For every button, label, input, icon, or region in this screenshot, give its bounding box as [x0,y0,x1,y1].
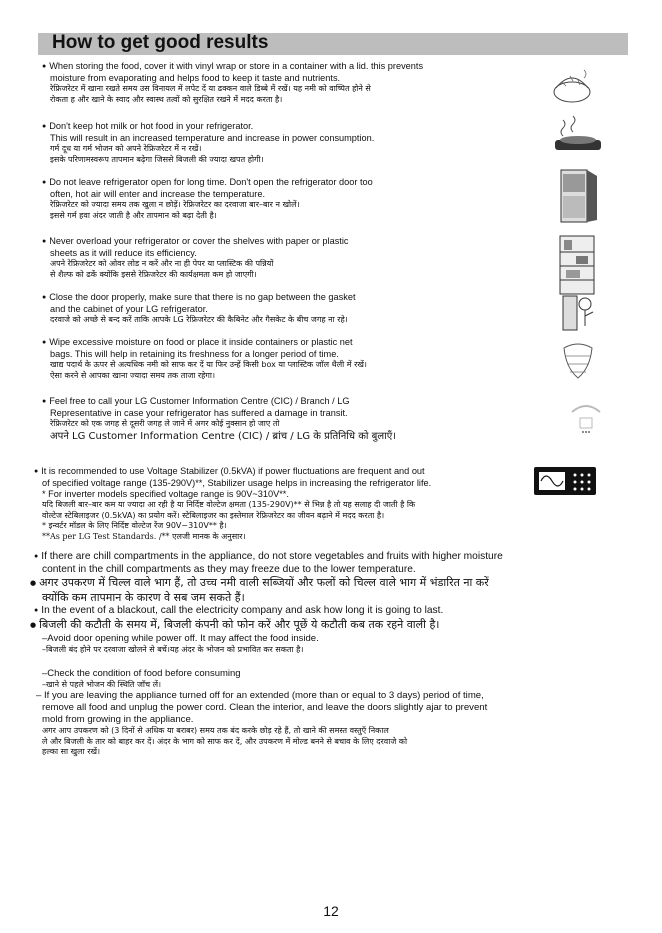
tip-wipe-moisture [38,337,558,381]
tip-hindi: अपने LG Customer Information Centre (CIC) / ब्रांच / LG के प्रतिनिधि को बुलाएँ। [50,430,397,442]
tip-customer-centre [38,396,558,443]
tip-text: ● Do not leave refrigerator open for long time. Don't open the refrigerator door too [38,177,558,189]
covered-food-illustration [548,62,596,108]
tip-text: bags. This will help in retaining its freshness for a longer period of time. [50,349,339,359]
tip-hindi: अपने रेफ्रिजरेटर को ओवर लोड न करें और ना ही पेपर या प्लास्टिक की पन्नियों [50,259,274,268]
tip-text: sheets as it will reduce its efficiency. [50,248,197,258]
door-gasket-illustration [555,292,597,336]
page-number: 12 [323,903,339,919]
tip-hindi: रोकता ह और खाने के स्वाद और स्वास्थ तत्वों को सुरक्षित रखने में मदद करता है। [50,94,283,104]
tip-text: This will result in an increased temperature and increase in power consumption. [50,133,375,143]
tip-hindi: इससे गर्म हवा अंदर जाती है और तापमान को बढ़ा देती है। [50,210,217,220]
blackout-section [30,605,630,690]
tip-hindi: खाद्य पदार्थ के ऊपर से अत्यधिक नमी को साफ कर दें या फिर उन्हें किसी box या प्लास्टिक जॉल थैली में रखें। [50,360,367,369]
stabilizer-text: * For inverter models specified voltage range is 90V~310V**. [42,489,289,499]
tip-text: ● Feel free to call your LG Customer Information Centre (CIC) / Branch / LG [38,396,558,408]
tip-hindi: दरवाजे को अच्छे से बन्द करें ताकि आपके LG रेफ्रिजरेटर की कैबिनेट और गैसकेट के बीच जगह ना रहे। [50,315,348,324]
stabilizer-hindi: * इन्वर्टर मॉडल के लिए निर्दिष्ट वोल्टेज रेंज 90V~310V** है। [42,521,227,530]
tip-hindi: रेफ्रिजरेटर में खाना रखते समय उस विनायल में लपेट दें या ढक्कन वाले डिब्बे में रखें। यह नमी को वाष्पित होने से [50,84,371,93]
hot-food-illustration [553,110,603,158]
chill-section [30,551,630,605]
away-text: – If you are leaving the appliance turned off for an extended (more than or equal to 3 days) period of time, [36,690,484,701]
blackout-sub-text: –Check the condition of food before consuming [42,667,241,679]
blackout-text: ● In the event of a blackout, call the electricity company and ask how long it is going to last. [30,605,630,618]
away-hindi: अगर आप उपकरण को (3 दिनों से अधिक या बराबर) समय तक बंद करके छोड़ रहे हैं, तो खाने की समस्त वस्तुएँ निकाल [42,726,389,735]
stabilizer-text: of specified voltage range (135-290V)**, Stabilizer usage helps in increasing the refrigerator life. [42,478,432,488]
blackout-sub-hindi: –बिजली बंद होने पर दरवाजा खोलने से बचें।यह अंदर के भोजन को प्रभावित कर सकता है। [42,645,304,654]
page-title: How to get good results [52,32,269,53]
blackout-sub-hindi: –खाने से पहले भोजन की स्थिति जाँच लें। [42,679,162,689]
tip-text: ● Wipe excessive moisture on food or place it inside containers or plastic net [38,337,558,349]
away-hindi: ले और बिजली के तार को बाहर कर दें। अंदर के भाग को साफ कर दें, और उपकरण में मोल्ड बनने से बचाव के लिए दरवाजे को [42,736,408,746]
away-section [30,690,630,758]
tip-hindi: रेफ्रिजरेटर को ज्यादा समय तक खुला न छोड़ें। रेफ्रिजरेटर का दरवाजा बार–बार न खोलें। [50,200,300,209]
chill-hindi: ● अगर उपकरण में चिल्ल वाले भाग हैं, तो उच्च नमी वाली सब्जियों और फलों को चिल्ल वाले भाग में भंडारित ना करें [30,576,630,591]
stabilizer-text: ● It is recommended to use Voltage Stabilizer (0.5kVA) if power fluctuations are frequent and out [30,466,630,478]
tip-overload [38,236,558,280]
tip-text: Representative in case your refrigerator has suffered a damage in transit. [50,408,348,418]
tip-text: ● Close the door properly, make sure that there is no gap between the gasket [38,292,558,304]
away-text: mold from growing in the appliance. [42,714,194,725]
tip-hindi: से शैल्फ को ढकें क्योंकि इससे रेफ्रिजरेटर की कार्यक्षमता कम हो जाएगी। [50,269,257,279]
stabilizer-hindi: वोल्टेज स्टेबिलाइजर (0.5kVA) का प्रयोग करें। स्टेबिलाइजर का इस्तेमाल रेफ्रिजरेटर का जीवन बढ़ाने में मदद करता है। [42,510,385,520]
tip-text: often, hot air will enter and increase the temperature. [50,189,266,199]
tip-hindi: ऐसा करने से आपका खाना ज्यादा समय तक ताजा रहेगा। [50,370,216,380]
tip-hindi: गर्म दूध या गर्म भोजन को अपने रेफ्रिजरेटर में न रखें। [50,144,202,153]
tip-text: and the cabinet of your LG refrigerator. [50,304,208,314]
tip-text: ● When storing the food, cover it with vinyl wrap or store in a container with a lid. this prevents [38,61,558,73]
tip-hindi: इसके परिणामस्वरूप तापमान बढ़ेगा जिससे बिजली की ज्यादा खपत होगी। [50,154,264,164]
voltage-stabilizer-illustration [533,466,597,496]
tip-text: ● Never overload your refrigerator or cover the shelves with paper or plastic [38,236,558,248]
away-text: remove all food and unplug the power cord. Clean the interior, and leave the doors slightly ajar to prevent [42,702,488,713]
tip-close-door [38,292,558,326]
tip-hot-food [38,121,558,165]
blackout-sub-text: –Avoid door opening while power off. It may affect the food inside. [42,633,319,644]
tip-hindi: रेफ्रिजरेटर को एक जगह से दूसरी जगह ले जाने में अगर कोई नुक्सान हो जाए तो [50,419,280,428]
tip-storing-food [38,61,558,105]
title-bar [38,33,628,55]
chill-text: content in the chill compartments as they may freeze due to the lower temperature. [42,564,416,575]
blackout-hindi: ● बिजली की कटौती के समय में, बिजली कंपनी को फोन करें और पूछें ये कटौती कब तक रहने वाली है। [30,618,630,633]
stabilizer-note: **As per LG Test Standards. /** एलजी मानक के अनुसार। [42,531,246,541]
open-fridge-illustration [553,166,599,226]
tip-door-open [38,177,558,221]
overloaded-fridge-illustration [556,234,600,296]
tip-text: ● Don't keep hot milk or hot food in your refrigerator. [38,121,558,133]
chill-text: ● If there are chill compartments in the appliance, do not store vegetables and fruits with higher moisture [30,551,630,564]
away-hindi: हल्का सा खुला रखें। [42,747,101,756]
chill-hindi: क्योंकि कम तापमान के कारण वे सब जम सकते हैं। [42,591,245,604]
food-container-illustration [554,338,602,388]
stabilizer-hindi: यदि बिजली बार–बार कम या ज्यादा आ रही है या निर्दिष्ट वोल्टेज क्षमता (135-290V)** से भिन्न है तो यह सलाह दी जाती है कि [42,500,416,509]
tip-text: moisture from evaporating and helps food to keep it taste and nutrients. [50,73,341,83]
phone-illustration [566,398,606,438]
